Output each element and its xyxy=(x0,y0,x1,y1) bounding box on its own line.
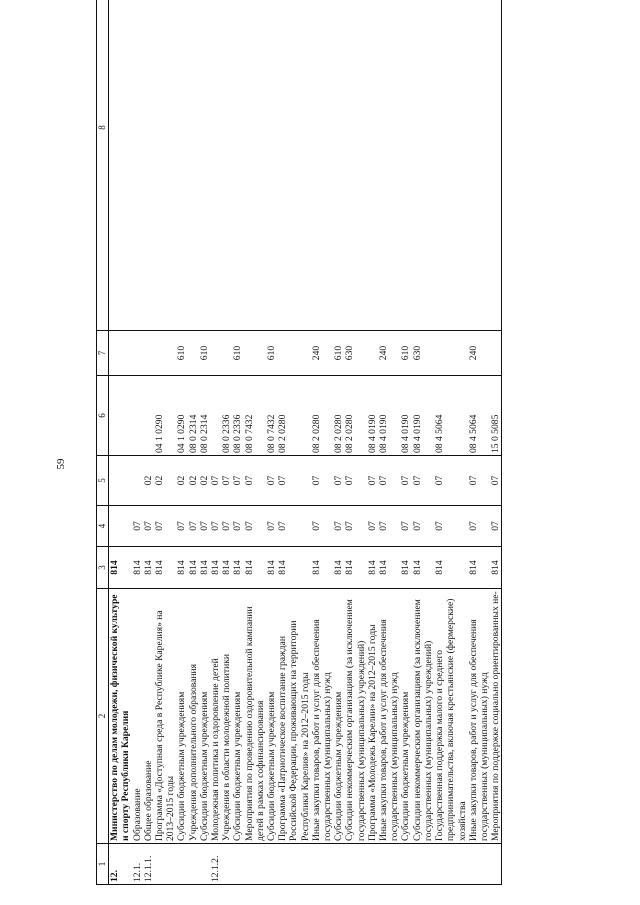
row-ministry-code: 814 xyxy=(400,547,411,589)
row-target-code: 08 0 2336 xyxy=(221,376,232,456)
row-number xyxy=(344,844,366,885)
row-amount xyxy=(378,0,400,331)
row-subsection-code: 07 xyxy=(468,456,490,506)
row-expense-type-code xyxy=(154,331,176,376)
row-amount xyxy=(221,0,232,331)
row-section-code: 07 xyxy=(311,506,333,547)
row-expense-type-code xyxy=(244,331,266,376)
row-subsection-code: 02 xyxy=(143,456,154,506)
row-target-code xyxy=(132,376,143,456)
row-subsection-code: 07 xyxy=(221,456,232,506)
row-expense-type-code: 240 xyxy=(311,331,333,376)
table-row xyxy=(400,0,411,885)
row-number xyxy=(311,844,333,885)
table-row xyxy=(468,0,490,885)
row-section-code xyxy=(109,506,132,547)
row-expense-type-code: 610 xyxy=(333,331,344,376)
row-amount xyxy=(143,0,154,331)
header-cell: 2 xyxy=(97,589,109,844)
row-section-code: 07 xyxy=(221,506,232,547)
row-section-code: 07 xyxy=(468,506,490,547)
row-amount xyxy=(154,0,176,331)
row-number: 12. xyxy=(109,844,132,885)
row-name: Общее образование xyxy=(143,589,154,844)
row-amount xyxy=(434,0,468,331)
table-row xyxy=(266,0,277,885)
row-name: Субсидии некоммерческим организациям (за исключением государственных (муниципальных) учреждений) xyxy=(412,589,434,844)
budget-table xyxy=(96,0,502,885)
row-name: Программа «Патриотическое воспитание граждан Российской Федерации, проживающих на территории Республики Карелия» на 2012–2015 годы xyxy=(277,589,311,844)
row-section-code: 07 xyxy=(232,506,243,547)
row-amount xyxy=(490,0,502,331)
table-row xyxy=(412,0,434,885)
row-section-code: 07 xyxy=(333,506,344,547)
row-amount xyxy=(311,0,333,331)
row-number xyxy=(176,844,187,885)
row-section-code: 07 xyxy=(132,506,143,547)
row-subsection-code: 07 xyxy=(490,456,502,506)
row-section-code: 07 xyxy=(367,506,378,547)
row-amount xyxy=(232,0,243,331)
table-row xyxy=(232,0,243,885)
row-amount xyxy=(132,0,143,331)
table-row xyxy=(199,0,210,885)
row-target-code: 08 0 2314 xyxy=(188,376,199,456)
table-row xyxy=(143,0,154,885)
row-target-code: 08 2 0280 xyxy=(277,376,311,456)
row-subsection-code: 07 xyxy=(210,456,221,506)
row-expense-type-code: 610 xyxy=(400,331,411,376)
row-target-code: 08 4 0190 xyxy=(400,376,411,456)
header-cell: 6 xyxy=(97,376,109,456)
row-number xyxy=(266,844,277,885)
row-number xyxy=(434,844,468,885)
row-expense-type-code: 610 xyxy=(232,331,243,376)
row-ministry-code: 814 xyxy=(199,547,210,589)
row-subsection-code: 07 xyxy=(311,456,333,506)
row-number xyxy=(188,844,199,885)
row-subsection-code: 02 xyxy=(154,456,176,506)
row-expense-type-code xyxy=(221,331,232,376)
row-target-code xyxy=(109,376,132,456)
row-ministry-code: 814 xyxy=(132,547,143,589)
row-target-code: 08 4 5064 xyxy=(468,376,490,456)
row-expense-type-code xyxy=(210,331,221,376)
row-ministry-code: 814 xyxy=(266,547,277,589)
table-row xyxy=(367,0,378,885)
row-number xyxy=(378,844,400,885)
row-target-code xyxy=(210,376,221,456)
row-ministry-code: 814 xyxy=(176,547,187,589)
row-number xyxy=(221,844,232,885)
row-name: Молодежная политика и оздоровление детей xyxy=(210,589,221,844)
row-amount xyxy=(176,0,187,331)
row-number xyxy=(490,844,502,885)
row-name: Образование xyxy=(132,589,143,844)
row-section-code: 07 xyxy=(400,506,411,547)
row-number xyxy=(400,844,411,885)
row-expense-type-code xyxy=(490,331,502,376)
row-expense-type-code xyxy=(143,331,154,376)
row-number: 12.1.2. xyxy=(210,844,221,885)
row-ministry-code: 814 xyxy=(154,547,176,589)
row-amount xyxy=(199,0,210,331)
row-expense-type-code xyxy=(188,331,199,376)
row-section-code: 07 xyxy=(344,506,366,547)
row-ministry-code: 814 xyxy=(367,547,378,589)
row-name: Субсидии бюджетным учреждениям xyxy=(400,589,411,844)
table-row xyxy=(176,0,187,885)
row-name: Программа «Молодежь Карелии» на 2012–2015 годы xyxy=(367,589,378,844)
row-section-code: 07 xyxy=(176,506,187,547)
row-section-code: 07 xyxy=(210,506,221,547)
row-name: Субсидии бюджетным учреждениям xyxy=(333,589,344,844)
row-ministry-code: 814 xyxy=(244,547,266,589)
row-name: Иные закупки товаров, работ и услуг для обеспечения государственных (муниципальных) нужд xyxy=(378,589,400,844)
page-number: 59 xyxy=(55,458,67,470)
row-ministry-code: 814 xyxy=(490,547,502,589)
row-name: Субсидии бюджетным учреждениям xyxy=(232,589,243,844)
row-name: Субсидии бюджетным учреждениям xyxy=(199,589,210,844)
table-row xyxy=(210,0,221,885)
row-expense-type-code xyxy=(132,331,143,376)
row-ministry-code: 814 xyxy=(188,547,199,589)
row-number: 12.1. xyxy=(132,844,143,885)
row-number: 12.1.1. xyxy=(143,844,154,885)
row-section-code: 07 xyxy=(434,506,468,547)
row-number xyxy=(244,844,266,885)
row-amount xyxy=(188,0,199,331)
row-name: Учреждения в области молодежной политики xyxy=(221,589,232,844)
row-target-code: 15 0 5085 xyxy=(490,376,502,456)
row-target-code: 08 4 0190 xyxy=(412,376,434,456)
header-cell: 4 xyxy=(97,506,109,547)
row-name: Мероприятия по поддержке социально ориентированных не- xyxy=(490,589,502,844)
header-cell: 3 xyxy=(97,547,109,589)
row-ministry-code: 814 xyxy=(412,547,434,589)
row-target-code: 08 2 0280 xyxy=(333,376,344,456)
row-section-code: 07 xyxy=(277,506,311,547)
row-expense-type-code xyxy=(367,331,378,376)
row-target-code: 08 4 5064 xyxy=(434,376,468,456)
table-row xyxy=(378,0,400,885)
row-number xyxy=(367,844,378,885)
header-cell: 1 xyxy=(97,844,109,885)
row-ministry-code: 814 xyxy=(109,547,132,589)
row-section-code: 07 xyxy=(188,506,199,547)
row-ministry-code: 814 xyxy=(143,547,154,589)
row-name: Министерство по делам молодежи, физической культуре и спорту Республики Карелия xyxy=(109,589,132,844)
table-row xyxy=(109,0,132,885)
row-amount xyxy=(266,0,277,331)
table-row xyxy=(154,0,176,885)
row-subsection-code: 07 xyxy=(344,456,366,506)
table-row xyxy=(132,0,143,885)
row-expense-type-code: 630 xyxy=(344,331,366,376)
table-row xyxy=(311,0,333,885)
row-subsection-code: 07 xyxy=(367,456,378,506)
row-name: Программа «Доступная среда в Республике Карелия» на 2013–2015 годы xyxy=(154,589,176,844)
row-section-code: 07 xyxy=(244,506,266,547)
row-subsection-code: 07 xyxy=(266,456,277,506)
row-target-code: 08 0 2314 xyxy=(199,376,210,456)
row-name: Субсидии бюджетным учреждениям xyxy=(176,589,187,844)
table-row xyxy=(344,0,366,885)
row-number xyxy=(333,844,344,885)
row-subsection-code: 07 xyxy=(333,456,344,506)
row-expense-type-code: 610 xyxy=(176,331,187,376)
row-section-code: 07 xyxy=(378,506,400,547)
row-ministry-code: 814 xyxy=(468,547,490,589)
row-ministry-code: 814 xyxy=(333,547,344,589)
row-subsection-code: 07 xyxy=(412,456,434,506)
row-subsection-code xyxy=(109,456,132,506)
row-section-code: 07 xyxy=(154,506,176,547)
table-row xyxy=(244,0,266,885)
row-expense-type-code: 240 xyxy=(378,331,400,376)
row-target-code: 08 0 7432 xyxy=(266,376,277,456)
row-subsection-code: 02 xyxy=(188,456,199,506)
row-section-code: 07 xyxy=(199,506,210,547)
rotated-page xyxy=(96,25,586,885)
row-number xyxy=(468,844,490,885)
row-target-code: 08 2 0280 xyxy=(344,376,366,456)
header-cell: 7 xyxy=(97,331,109,376)
row-target-code xyxy=(143,376,154,456)
header-cell: 5 xyxy=(97,456,109,506)
row-ministry-code: 814 xyxy=(378,547,400,589)
row-subsection-code: 02 xyxy=(199,456,210,506)
row-expense-type-code xyxy=(434,331,468,376)
row-target-code: 08 4 0190 xyxy=(367,376,378,456)
table-row xyxy=(277,0,311,885)
row-subsection-code xyxy=(132,456,143,506)
row-name: Субсидии бюджетным учреждениям xyxy=(266,589,277,844)
table-row xyxy=(188,0,199,885)
table-row xyxy=(490,0,502,885)
row-name: Государственная поддержка малого и среднего предпринимательства, включая крестьянские (фермерские) хозяйства xyxy=(434,589,468,844)
row-amount xyxy=(400,0,411,331)
row-number xyxy=(154,844,176,885)
row-ministry-code: 814 xyxy=(277,547,311,589)
row-expense-type-code xyxy=(277,331,311,376)
row-expense-type-code: 610 xyxy=(266,331,277,376)
row-ministry-code: 814 xyxy=(344,547,366,589)
row-subsection-code: 07 xyxy=(277,456,311,506)
row-amount xyxy=(344,0,366,331)
table-row xyxy=(333,0,344,885)
row-number xyxy=(412,844,434,885)
row-amount xyxy=(468,0,490,331)
row-ministry-code: 814 xyxy=(434,547,468,589)
row-target-code: 04 1 0290 xyxy=(154,376,176,456)
row-section-code: 07 xyxy=(412,506,434,547)
row-amount xyxy=(244,0,266,331)
row-amount xyxy=(333,0,344,331)
row-expense-type-code: 610 xyxy=(199,331,210,376)
row-number xyxy=(232,844,243,885)
row-expense-type-code: 630 xyxy=(412,331,434,376)
header-cell: 8 xyxy=(97,0,109,331)
row-target-code: 08 4 0190 xyxy=(378,376,400,456)
table-row xyxy=(434,0,468,885)
row-number xyxy=(277,844,311,885)
row-number xyxy=(199,844,210,885)
row-amount xyxy=(367,0,378,331)
row-subsection-code: 07 xyxy=(232,456,243,506)
row-subsection-code: 07 xyxy=(378,456,400,506)
row-ministry-code: 814 xyxy=(221,547,232,589)
row-name: Мероприятия по проведению оздоровительной кампании детей в рамках софинансирования xyxy=(244,589,266,844)
row-target-code: 08 2 0280 xyxy=(311,376,333,456)
row-subsection-code: 02 xyxy=(176,456,187,506)
row-name: Иные закупки товаров, работ и услуг для обеспечения государственных (муниципальных) нужд xyxy=(468,589,490,844)
row-subsection-code: 07 xyxy=(400,456,411,506)
row-target-code: 08 0 2336 xyxy=(232,376,243,456)
row-target-code: 08 0 7432 xyxy=(244,376,266,456)
row-subsection-code: 07 xyxy=(244,456,266,506)
row-expense-type-code: 240 xyxy=(468,331,490,376)
row-section-code: 07 xyxy=(143,506,154,547)
header-row xyxy=(97,0,109,885)
row-ministry-code: 814 xyxy=(311,547,333,589)
row-name: Иные закупки товаров, работ и услуг для обеспечения государственных (муниципальных) нужд xyxy=(311,589,333,844)
row-ministry-code: 814 xyxy=(232,547,243,589)
row-amount xyxy=(210,0,221,331)
row-section-code: 07 xyxy=(266,506,277,547)
row-expense-type-code xyxy=(109,331,132,376)
row-name: Учреждения дополнительного образования xyxy=(188,589,199,844)
row-ministry-code: 814 xyxy=(210,547,221,589)
row-amount xyxy=(412,0,434,331)
row-target-code: 04 1 0290 xyxy=(176,376,187,456)
row-amount xyxy=(109,0,132,331)
row-amount xyxy=(277,0,311,331)
table-row xyxy=(221,0,232,885)
row-name: Субсидии некоммерческим организациям (за исключением государственных (муниципальных) учреждений) xyxy=(344,589,366,844)
row-subsection-code: 07 xyxy=(434,456,468,506)
row-section-code: 07 xyxy=(490,506,502,547)
